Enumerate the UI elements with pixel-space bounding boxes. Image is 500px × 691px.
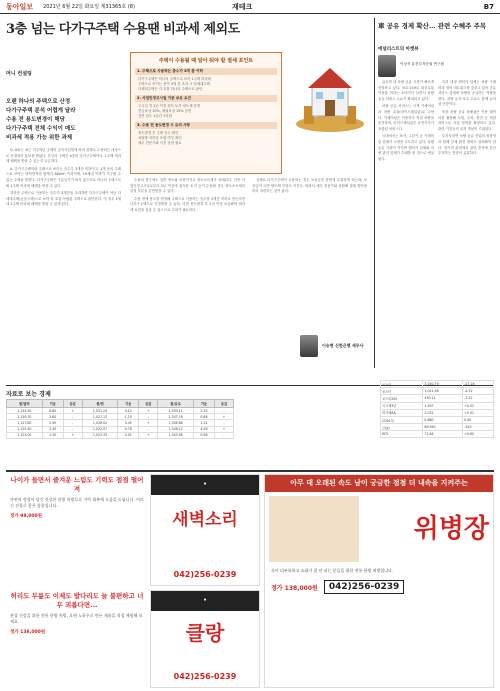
ad-body: 관절 건강을 위한 전통 한방 처방, 오랜 노하우로 만든 제품을 직접 체험해 보세요. [10, 613, 143, 624]
ad-price: 정가 138,000원 [271, 584, 318, 592]
table-row [381, 402, 494, 409]
table-cell: 1,346.88 [158, 420, 194, 426]
table-header: 원/엔 [82, 400, 118, 408]
table-cell: + [139, 408, 158, 414]
table-cell: 66,950 [423, 424, 463, 431]
ad-price: 정가 138,000원 [10, 630, 46, 635]
infobox-title: 주택이 수용될 때 알아 둬야 할 절세 포인트 [158, 58, 254, 64]
newspaper-logo: 동아일보 [6, 1, 34, 11]
table-cell: 0.98 [193, 432, 214, 438]
table-cell: + [214, 414, 233, 420]
table-cell: 1,350.11 [158, 408, 194, 414]
article-body-col3 [252, 178, 367, 328]
table-cell: 0.00 [463, 416, 494, 423]
article-body-col1 [6, 148, 121, 378]
table-cell: CD91일 [381, 416, 423, 423]
table-cell: - [63, 426, 82, 432]
paragraph: 수용의 경우에도 일반 양도와 마찬가지로 양도소득세가 과세된다. 다만 사업인정고시일로부터 2년 이전에 취득한 토지 등이 수용될 경우 양도소득세의 일정 부분을 감면받을 수 있다. [130, 178, 245, 194]
infobox-section-head: 2. 사업인정고시일 기준 보유 요건 [135, 95, 277, 102]
table-cell: 1.10 [118, 414, 139, 420]
table-cell: -3.52 [463, 395, 494, 402]
table-cell: 코스피200 [381, 395, 423, 402]
ad-joint-health[interactable] [6, 590, 148, 688]
paragraph: 실제로 다가구주택이 수용되는 경우 보상금을 한번에 수령하게 되는데, 보상금이 크면 양도세 부담도 커진다. 따라서 세무 전문가와 상담해 절세 방안을 미리 마련하는 것이 좋다. [252, 178, 367, 194]
ad-divider [6, 470, 494, 472]
market-index-table [380, 380, 494, 438]
table-cell: - [63, 414, 82, 420]
table-cell: 1,011.56 [423, 388, 463, 395]
subhead: 비과세 적용 가능 위한 과제 [6, 135, 73, 141]
table-header: 증감 [139, 400, 158, 408]
table-cell: +0.01 [463, 409, 494, 416]
ad-body: 자연의 정성이 담긴 건강한 한방 처방으로 기력 회복에 도움을 드립니다. 어르신 선물로 좋은 상품입니다. [10, 497, 144, 508]
table-header: 기준 [42, 400, 63, 408]
paragraph: 투자자라면 차량 공유 산업의 성장성과 함께 규제 환경 변화도 살펴봐야 한다. 장기적 관점에서 관련 종목에 분산 투자하는 전략이 유효하다. [438, 134, 496, 156]
ad-product-image [269, 496, 359, 562]
table-cell: 1,347.76 [158, 414, 194, 420]
table-cell: 1,031.24 [82, 408, 118, 414]
table-cell: -4.32 [463, 388, 494, 395]
table-cell: 금(g) [381, 424, 423, 431]
table-header: 증감 [63, 400, 82, 408]
infobox-item: 감면 한도 1년간 1억원 [138, 114, 172, 118]
table-cell: 1,125.40 [7, 426, 43, 432]
table-cell: - [139, 426, 158, 432]
table-cell: - [63, 420, 82, 426]
article-headline: 3층 넘는 다가구주택 수용땐 비과세 제외도 [6, 22, 240, 37]
ad-herbal-energy[interactable] [6, 474, 148, 586]
table-header: 기준 [193, 400, 214, 408]
table-cell: - [214, 432, 233, 438]
table-cell: 4.56 [193, 426, 214, 432]
tax-tips-infobox [130, 52, 282, 174]
ad-brand: 위병장 [413, 514, 489, 544]
table-row [381, 388, 494, 395]
column-body-right [438, 80, 496, 370]
table-row [381, 409, 494, 416]
article-subheads [6, 98, 116, 143]
infobox-section-head: 1. 주택으로 사용하는 층수가 3개 층 이하 [135, 68, 277, 75]
table-cell: -27.16 [463, 381, 494, 388]
paragraph: A. 다가구주택이란 주택으로 쓰이는 층수가 3개층 이하이고, 1개 동의 주택으로 쓰이는 바닥면적의 합계가 660m² 이하이며, 19세대 이하가 거주할 수 있는 주택을 말한다. 다가구주택은 구분등기가 되지 않으므로 하나의 주택으로 봐 1주택 비과세 혜택을 받을 수 있다. [6, 166, 121, 188]
ad-phone[interactable]: 042)256-0239 [173, 570, 237, 579]
table-cell: - [139, 414, 158, 420]
table-cell: 회사채AA- [381, 409, 423, 416]
table-cell: 코스닥 [381, 388, 423, 395]
author-photo [300, 335, 318, 357]
section-title: 재테크 [232, 2, 253, 11]
table-header: 기준 [118, 400, 139, 408]
paragraph: 하지만 주택으로 사용하는 층수가 3개층을 초과하면 다가구주택이 아닌 다세대주택(공동주택)으로 보아 각 호를 독립된 주택으로 판단한다. 이 경우 1세대 1주택 비과세 혜택을 받을 수 없게 된다. [6, 191, 121, 207]
issue-date: 2021년 6월 22일 화요일 제31365호 (8) [43, 4, 135, 10]
table-cell: 1,027.12 [82, 414, 118, 420]
table-cell: 1.497 [423, 402, 463, 409]
paragraph: 특히 대형 렌터카 업체는 차량 구매력과 정비 네트워크를 갖추고 있어 공유 서비스 업체에 차량을 공급하는 역할을 한다. 차량 유지·보수 수요도 함께 늘어날 전망이다. [438, 80, 496, 107]
subhead: 오랜 하나의 주택으로 산정 [6, 99, 71, 105]
ad-wibyeongjang[interactable] [264, 474, 494, 688]
house-coins-illustration [290, 56, 370, 136]
table-cell: 430.11 [423, 395, 463, 402]
table-cell: WTI [381, 431, 423, 437]
table-row [381, 395, 494, 402]
paragraph: 수용 전에 용도를 변경해 주택으로 사용하는 층수를 3개층 이하로 만든다면 다가구주택으로 인정받을 수 있다. 다만 용도변경 후 2년 이상 보유해야 비과세 요건을 갖출 수 있으므로 주의가 필요하다. [130, 196, 245, 212]
column-byline: 애널리스트의 마켓뷰 [378, 47, 419, 52]
table-header: 원/유로 [158, 400, 194, 408]
table-cell: 국고채3년 [381, 402, 423, 409]
ad-brand: 클랑 [185, 621, 225, 645]
table-cell: 3.80 [42, 414, 63, 420]
infobox-item: 다가구주택은 하나의 주택으로 보아 1주택 비과세 [138, 77, 212, 81]
table-cell: 2.90 [42, 420, 63, 426]
table-cell: 4.12 [118, 408, 139, 414]
infobox-item: 세무 전문가와 사전 상담 필요 [138, 141, 182, 145]
masthead [0, 0, 500, 14]
table-cell: + [139, 432, 158, 438]
table-cell: 1,123.00 [7, 432, 43, 438]
infobox-item: 고시일 전 2년 이전 취득 토지 양도세 감면 [138, 104, 201, 108]
table-cell: 2.35 [193, 408, 214, 414]
exchange-rate-table [6, 399, 234, 439]
table-cell: -340 [463, 424, 494, 431]
column-author: 이상욱 유진투자증권 연구원 [400, 62, 444, 66]
table-cell: 1,127.80 [7, 420, 43, 426]
infobox-section-head: 3. 수용 전 용도변경 시 유의 사항 [135, 122, 277, 129]
ad-price: 정가 98,000원 [10, 514, 42, 519]
table-cell: - [214, 408, 233, 414]
table-row [381, 424, 494, 431]
table-cell: 1.24 [193, 420, 214, 426]
paragraph: Q. A씨는 최근 거주하던 주택이 공익사업법에 따라 강제로 수용되는 대상으로 선정되어 통보를 받았다. 본인의 주택은 4층의 다가구주택이다. 1주택 비과세 혜택을 받을 수 있는지 궁금하다. [6, 148, 121, 164]
table-cell: 0.76 [118, 426, 139, 432]
subhead: 다가구주택 분석 어렵게 달라 [6, 108, 76, 114]
article-body-col2 [130, 178, 245, 378]
ad-title: 아무 데 오래된 속도 남이 궁금한 점점 더 내속을 지켜주는 [265, 475, 493, 492]
table-header: 증감 [214, 400, 233, 408]
infobox-item: 다세대주택은 각 호를 하나의 주택으로 판단 [138, 87, 203, 91]
table-cell: 0.88 [193, 414, 214, 420]
table-cell: 1,023.33 [82, 432, 118, 438]
ad-phone[interactable]: 042)256-0239 [324, 580, 404, 594]
table-cell: +0.60 [463, 431, 494, 437]
infobox-item: 옥탑방·지하층 포함 여부 확인 [138, 136, 182, 140]
column-headline: 車 공유 경제 확산… 관련 수혜주 주목 [378, 22, 487, 30]
paragraph: 글로벌 내 차량 공유 시장이 빠르게 성장하고 있다. 코로나19로 대중교통 이용을 꺼리는 소비자가 늘면서 차량 공유 서비스 수요가 확대되고 있다. [378, 80, 434, 101]
ad-saebyeoksori[interactable] [150, 474, 260, 586]
table-cell: 1,026.02 [82, 420, 118, 426]
analyst-photo [378, 55, 396, 77]
ad-banner: ♦ [151, 591, 259, 611]
table-cell: 1,343.56 [158, 432, 194, 438]
table-cell: 3.45 [118, 420, 139, 426]
table-row [381, 381, 494, 388]
table-cell: + [63, 432, 82, 438]
infobox-item: 현금보상 10%, 채권보상 15% 감면 [138, 109, 192, 113]
table-header-row [7, 400, 234, 408]
column-body-left [378, 80, 434, 370]
table-cell: 2.40 [42, 426, 63, 432]
paragraph: 국내에서는 쏘카, 그린카 등 카셰어링 업체가 시장을 주도하고 있다. 차량 공유 시장이 커지면 렌터카 업체와 차량 관리 업체가 수혜를 볼 것으로 예상된다. [378, 134, 434, 161]
table-cell: 코스피 [381, 381, 423, 388]
table-cell: 0.680 [423, 416, 463, 423]
table-cell: + [214, 426, 233, 432]
table-cell: 1,348.12 [158, 426, 194, 432]
table-cell: 3,240.79 [423, 381, 463, 388]
article-byline: 머니 컨설팅 [6, 71, 32, 77]
ad-banner: ♦ [151, 475, 259, 495]
table-cell: 1.20 [42, 432, 63, 438]
column-divider [374, 18, 375, 368]
table-header: 원/달러 [7, 400, 43, 408]
ad-klang[interactable] [150, 590, 260, 688]
paragraph: 또한 차량 공유 플랫폼은 이용 데이터를 활용해 보험, 주차, 충전 등 연관 서비스로 사업 영역을 확장하고 있다. 관련 기업들의 실적 개선이 기대된다. [438, 109, 496, 131]
table-cell: + [139, 420, 158, 426]
table-cell: 2.01 [118, 432, 139, 438]
table-cell: 6.80 [42, 408, 63, 414]
infobox-item: 용도변경 후 주택 층수 확인 [138, 131, 179, 135]
table-row [381, 431, 494, 437]
subhead: 수용 전 용도변경이 해당 [6, 117, 65, 123]
table-cell: 1,022.57 [82, 426, 118, 432]
table-cell: + [63, 408, 82, 414]
table-cell: 2.031 [423, 409, 463, 416]
ad-phone[interactable]: 042)256-0239 [173, 672, 237, 681]
ad-title: 허리도 무릎도 이제도 밭다리도 늘 불편하고 너무 괴롭다면... [10, 592, 144, 609]
page-number: B7 [483, 2, 494, 11]
table-cell: +0.02 [463, 402, 494, 409]
table-cell: 1,130.70 [7, 414, 43, 420]
table-row [7, 432, 234, 438]
subhead: 다가구주택 전체 수익이 매도 [6, 126, 76, 132]
rates-table-title: 자료로 보는 경제 [6, 391, 51, 398]
infobox-item: 주택으로 쓰이는 층이 3개 층 초과 시 다세대주택 [138, 82, 210, 86]
table-row [381, 416, 494, 423]
table-cell: 71.64 [423, 431, 463, 437]
ad-body: 속이 더부룩하고 소화가 잘 안 되는 분들을 위한 전통 한방 처방입니다. [271, 568, 394, 573]
ad-title: 나이가 들면서 즐겨운 느림도 기력도 점점 떨어져 [10, 476, 144, 493]
ad-brand: 새벽소리 [172, 510, 238, 530]
table-cell: - [214, 420, 233, 426]
table-cell: 1,134.50 [7, 408, 43, 414]
article-author: 이승현 신한은행 세무사 [322, 343, 364, 348]
paragraph: 차량 공유 서비스는 크게 카셰어링과 차량 호출(라이드헤일링)로 나뉜다. 카셰어링은 이용자가 직접 차량을 운전하며, 라이드헤일링은 운전기사가 포함된 서비스다. [378, 104, 434, 131]
